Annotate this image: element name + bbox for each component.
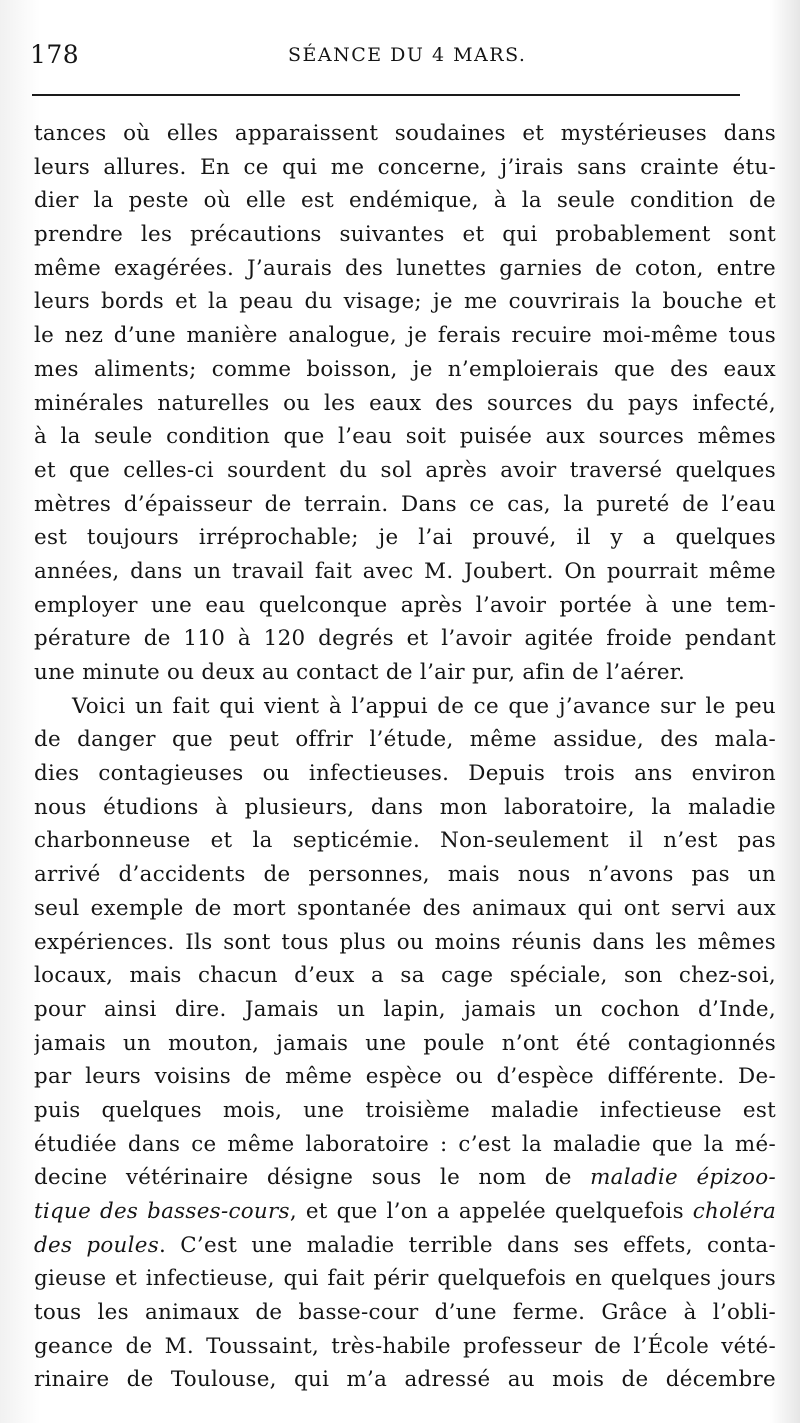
text-line: puis quelques mois, une troisième maladie infectieuse est [34,1097,776,1123]
paragraph-1 [34,117,776,690]
text-line: mètres d’épaisseur de terrain. Dans ce cas, la pureté de l’eau [34,491,776,517]
italic-term: maladie épizoo- [590,1165,776,1191]
italic-term: des poules [34,1232,160,1258]
text-line: années, dans un travail fait avec M. Joubert. On pourrait même [34,558,776,584]
text-line: charbonneuse et la septicémie. Non-seulement il n’est pas [34,828,776,854]
text-line: tances où elles apparaissent soudaines et mystérieuses dans [34,121,776,146]
text-line: le nez d’une manière analogue, je ferais recuire moi-même tous [34,323,776,349]
text-segment: . C’est une maladie terrible dans ses effets, conta- [159,1232,776,1258]
text-line: étudiée dans ce même laboratoire : c’est la maladie que la mé- [34,1131,776,1157]
text-line: seul exemple de mort spontanée des animaux qui ont servi aux [34,895,776,921]
text-line: même exagérées. J’aurais des lunettes garnies de coton, entre [34,255,776,281]
text-line: est toujours irréprochable; je l’ai prouvé, il y a quelques [34,525,776,551]
body-text [34,117,776,1397]
text-line: minérales naturelles ou les eaux des sources du pays infecté, [34,390,776,416]
text-line: locaux, mais chacun d’eux a sa cage spéciale, son chez-soi, [34,963,776,989]
text-line: rinaire de Toulouse, qui m’a adressé au mois de décembre [34,1367,776,1393]
text-line: par leurs voisins de même espèce ou d’espèce différente. De- [34,1064,776,1090]
text-segment: decine vétérinaire désigne sous le nom de [34,1165,572,1191]
text-line: employer une eau quelconque après l’avoir portée à une tem- [34,592,776,618]
text-line: dies contagieuses ou infectieuses. Depuis trois ans environ [34,761,776,787]
text-line: gieuse et infectieuse, qui fait périr quelquefois en quelques jours [34,1266,776,1292]
text-line: arrivé d’accidents de personnes, mais nous n’avons pas un [34,862,776,888]
text-line-mixed [34,1229,776,1263]
text-line: pérature de 110 à 120 degrés et l’avoir agitée froide pendant [34,626,776,652]
header-rule [32,94,740,96]
text-line: pour ainsi dire. Jamais un lapin, jamais un cochon d’Inde, [34,996,776,1022]
text-line: nous étudions à plusieurs, dans mon laboratoire, la maladie [34,794,776,820]
text-line: Voici un fait qui vient à l’appui de ce que j’avance sur le peu [72,693,776,719]
page-header [30,40,760,80]
text-line: leurs bords et la peau du visage; je me couvrirais la bouche et [34,289,776,315]
italic-term: choléra [692,1199,776,1224]
running-head: SÉANCE DU 4 MARS. [288,44,527,66]
text-segment: , et que l’on a appelée quelquefois [289,1199,684,1224]
text-line: dier la peste où elle est endémique, à la seule condition de [34,188,776,214]
text-line: une minute ou deux au contact de l’air pur, afin de l’aérer. [34,660,686,685]
text-line: jamais un mouton, jamais une poule n’ont été contagionnés [34,1030,776,1056]
text-line: de danger que peut offrir l’étude, même assidue, des mala- [34,727,776,753]
paragraph-2 [34,690,776,1397]
page-number: 178 [30,40,80,69]
text-line: geance de M. Toussaint, très-habile professeur de l’École vété- [34,1333,776,1359]
text-line: leurs allures. En ce qui me concerne, j’irais sans crainte étu- [34,154,776,180]
text-line: et que celles-ci sourdent du sol après avoir traversé quelques [34,457,776,483]
text-line: tous les animaux de basse-cour d’une ferme. Grâce à l’obli- [34,1300,776,1326]
text-line: mes aliments; comme boisson, je n’emploierais que des eaux [34,356,776,382]
text-line: à la seule condition que l’eau soit puisée aux sources mêmes [34,424,776,450]
text-line: expériences. Ils sont tous plus ou moins réunis dans les mêmes [34,929,776,955]
text-line: prendre les précautions suivantes et qui probablement sont [34,222,776,248]
text-line-mixed [34,1195,776,1229]
text-line-mixed [34,1161,776,1195]
italic-term: tique des basses-cours [34,1199,290,1224]
